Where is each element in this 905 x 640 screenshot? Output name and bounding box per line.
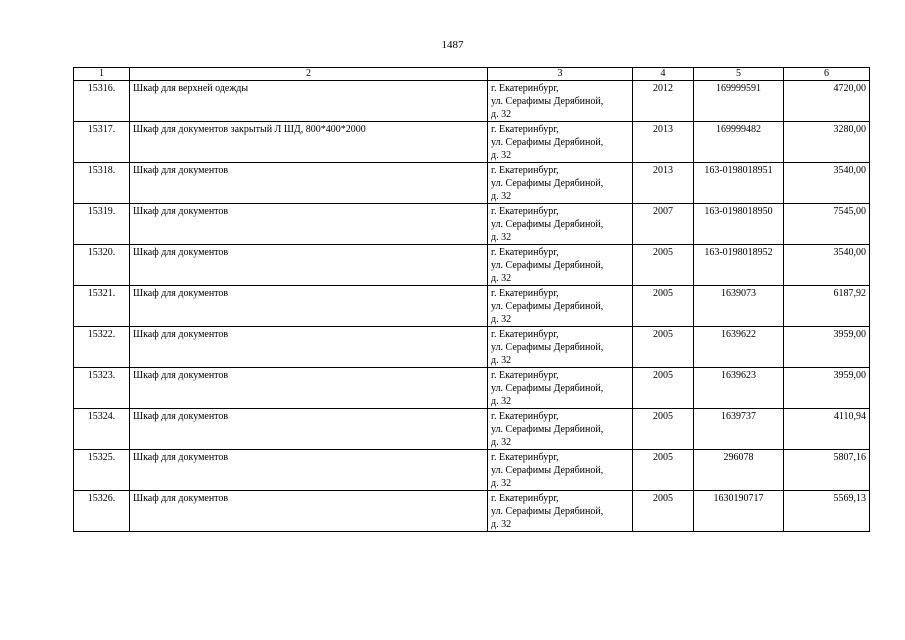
item-name-cell: Шкаф для документов [130, 368, 488, 409]
inventory-number-cell: 1639737 [694, 409, 784, 450]
year-cell: 2013 [633, 122, 694, 163]
address-line: д. 32 [491, 191, 512, 202]
table-row [74, 491, 870, 532]
inventory-number-cell: 163-0198018951 [694, 163, 784, 204]
address-line: г. Екатеринбург, [491, 493, 559, 504]
row-number-cell: 15319. [74, 204, 130, 245]
year-cell: 2005 [633, 409, 694, 450]
inventory-number-cell: 163-0198018950 [694, 204, 784, 245]
table-row [74, 81, 870, 122]
table-body [74, 81, 870, 532]
item-name-cell: Шкаф для документов [130, 163, 488, 204]
address-line: г. Екатеринбург, [491, 83, 559, 94]
cost-cell: 4720,00 [784, 81, 870, 122]
column-header: 5 [694, 68, 784, 81]
item-name-cell: Шкаф для документов [130, 409, 488, 450]
item-name-cell: Шкаф для верхней одежды [130, 81, 488, 122]
address-line: г. Екатеринбург, [491, 165, 559, 176]
item-name-cell: Шкаф для документов [130, 491, 488, 532]
address-line: г. Екатеринбург, [491, 452, 559, 463]
address-line: ул. Серафимы Дерябиной, [491, 301, 604, 312]
address-cell [488, 163, 633, 204]
address-line: ул. Серафимы Дерябиной, [491, 424, 604, 435]
year-cell: 2005 [633, 245, 694, 286]
row-number-cell: 15326. [74, 491, 130, 532]
row-number-cell: 15323. [74, 368, 130, 409]
address-line: д. 32 [491, 355, 512, 366]
inventory-number-cell: 169999591 [694, 81, 784, 122]
address-line: д. 32 [491, 109, 512, 120]
address-line: ул. Серафимы Дерябиной, [491, 260, 604, 271]
address-cell [488, 368, 633, 409]
address-cell [488, 204, 633, 245]
address-line: д. 32 [491, 273, 512, 284]
address-line: г. Екатеринбург, [491, 288, 559, 299]
item-name-cell: Шкаф для документов [130, 245, 488, 286]
table-row [74, 245, 870, 286]
address-cell [488, 450, 633, 491]
cost-cell: 3540,00 [784, 245, 870, 286]
table-row [74, 409, 870, 450]
address-line: д. 32 [491, 314, 512, 325]
address-line: ул. Серафимы Дерябиной, [491, 383, 604, 394]
address-line: ул. Серафимы Дерябиной, [491, 219, 604, 230]
row-number-cell: 15316. [74, 81, 130, 122]
item-name-cell: Шкаф для документов [130, 327, 488, 368]
header-row [74, 68, 870, 81]
year-cell: 2005 [633, 491, 694, 532]
address-cell [488, 245, 633, 286]
inventory-number-cell: 1630190717 [694, 491, 784, 532]
table-row [74, 450, 870, 491]
inventory-number-cell: 296078 [694, 450, 784, 491]
address-line: ул. Серафимы Дерябиной, [491, 178, 604, 189]
item-name-cell: Шкаф для документов [130, 450, 488, 491]
column-header: 1 [74, 68, 130, 81]
year-cell: 2007 [633, 204, 694, 245]
year-cell: 2012 [633, 81, 694, 122]
address-cell [488, 491, 633, 532]
inventory-number-cell: 163-0198018952 [694, 245, 784, 286]
cost-cell: 3540,00 [784, 163, 870, 204]
year-cell: 2005 [633, 368, 694, 409]
cost-cell: 3280,00 [784, 122, 870, 163]
address-cell [488, 409, 633, 450]
table-row [74, 163, 870, 204]
address-line: д. 32 [491, 478, 512, 489]
address-line: г. Екатеринбург, [491, 370, 559, 381]
cost-cell: 7545,00 [784, 204, 870, 245]
address-cell [488, 81, 633, 122]
year-cell: 2005 [633, 450, 694, 491]
table-row [74, 204, 870, 245]
address-line: г. Екатеринбург, [491, 247, 559, 258]
row-number-cell: 15320. [74, 245, 130, 286]
item-name-cell: Шкаф для документов [130, 286, 488, 327]
column-header: 6 [784, 68, 870, 81]
row-number-cell: 15318. [74, 163, 130, 204]
item-name-cell: Шкаф для документов закрытый Л ШД, 800*400*2000 [130, 122, 488, 163]
row-number-cell: 15322. [74, 327, 130, 368]
column-header: 2 [130, 68, 488, 81]
address-line: д. 32 [491, 232, 512, 243]
year-cell: 2005 [633, 286, 694, 327]
address-line: ул. Серафимы Дерябиной, [491, 137, 604, 148]
address-line: д. 32 [491, 519, 512, 530]
cost-cell: 5807,16 [784, 450, 870, 491]
cost-cell: 5569,13 [784, 491, 870, 532]
year-cell: 2005 [633, 327, 694, 368]
address-line: г. Екатеринбург, [491, 329, 559, 340]
property-registry-table [73, 67, 870, 532]
column-header: 4 [633, 68, 694, 81]
address-line: д. 32 [491, 150, 512, 161]
item-name-cell: Шкаф для документов [130, 204, 488, 245]
row-number-cell: 15321. [74, 286, 130, 327]
address-line: ул. Серафимы Дерябиной, [491, 96, 604, 107]
year-cell: 2013 [633, 163, 694, 204]
row-number-cell: 15325. [74, 450, 130, 491]
address-line: д. 32 [491, 437, 512, 448]
row-number-cell: 15324. [74, 409, 130, 450]
row-number-cell: 15317. [74, 122, 130, 163]
address-cell [488, 327, 633, 368]
address-cell [488, 286, 633, 327]
address-line: г. Екатеринбург, [491, 411, 559, 422]
address-line: ул. Серафимы Дерябиной, [491, 342, 604, 353]
address-line: г. Екатеринбург, [491, 124, 559, 135]
inventory-number-cell: 1639073 [694, 286, 784, 327]
address-cell [488, 122, 633, 163]
address-line: ул. Серафимы Дерябиной, [491, 506, 604, 517]
inventory-number-cell: 169999482 [694, 122, 784, 163]
column-header: 3 [488, 68, 633, 81]
cost-cell: 3959,00 [784, 368, 870, 409]
page-number: 1487 [441, 39, 464, 51]
table-row [74, 368, 870, 409]
cost-cell: 3959,00 [784, 327, 870, 368]
inventory-number-cell: 1639622 [694, 327, 784, 368]
address-line: г. Екатеринбург, [491, 206, 559, 217]
table-row [74, 286, 870, 327]
address-line: ул. Серафимы Дерябиной, [491, 465, 604, 476]
table-row [74, 327, 870, 368]
address-line: д. 32 [491, 396, 512, 407]
inventory-number-cell: 1639623 [694, 368, 784, 409]
cost-cell: 6187,92 [784, 286, 870, 327]
table-row [74, 122, 870, 163]
cost-cell: 4110,94 [784, 409, 870, 450]
